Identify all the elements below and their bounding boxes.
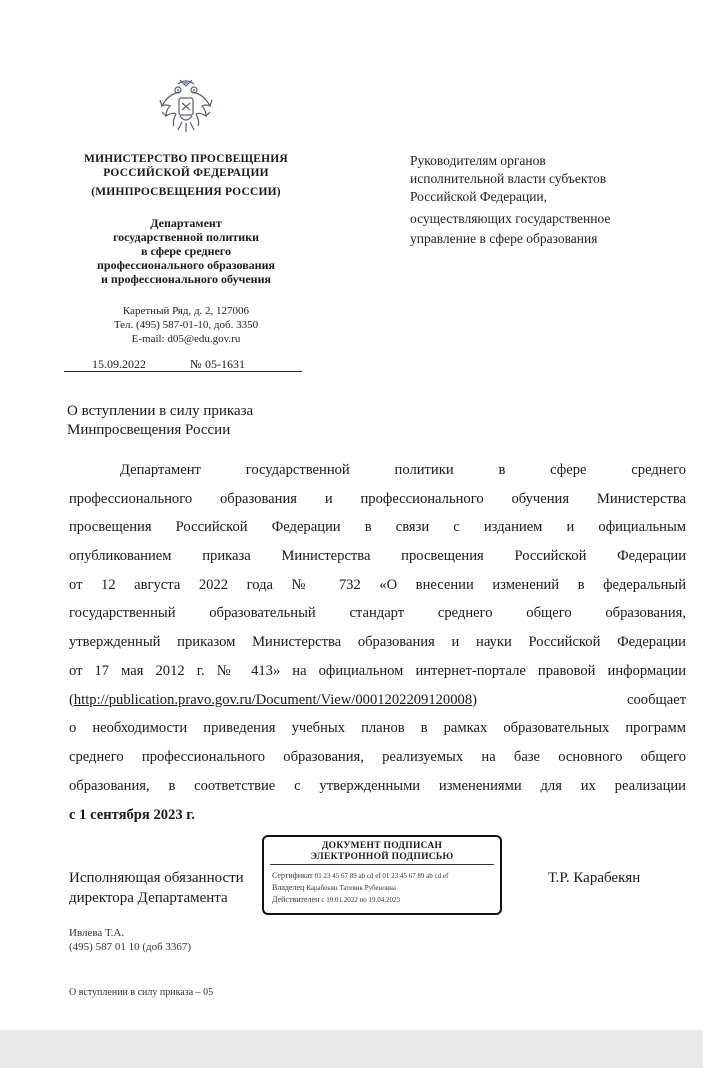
stamp-validity-row xyxy=(272,895,496,905)
document-date: 15.09.2022 xyxy=(92,357,146,371)
body-line: от 12 августа 2022 года № 732 «О внесении изменений в федеральный xyxy=(69,577,686,593)
department-line: и профессионального обучения xyxy=(101,272,271,286)
document-number-label: № xyxy=(190,357,202,371)
contact-address: Каретный Ряд, д. 2, 127006 xyxy=(122,305,250,317)
signer-name: Т.Р. Карабекян xyxy=(548,870,641,886)
contact-phone: Тел. (495) 587-01-10, доб. 3350 xyxy=(113,319,259,331)
stamp-validity-value: с 19.01.2022 по 19.04.2023 xyxy=(321,896,400,904)
date-underline xyxy=(64,371,302,372)
body-line: Департамент государственной политики в сфере среднего xyxy=(120,462,686,478)
department-line: профессионального образования xyxy=(96,258,276,272)
department-line: в сфере среднего xyxy=(141,244,231,258)
subject-line: Минпросвещения России xyxy=(67,422,231,438)
ministry-name-line-1: МИНИСТЕРСТВО ПРОСВЕЩЕНИЯ xyxy=(84,153,288,165)
stamp-divider xyxy=(270,864,494,865)
stamp-title-line-1: ДОКУМЕНТ ПОДПИСАН xyxy=(321,841,443,851)
subject-line: О вступлении в силу приказа xyxy=(67,403,254,419)
ministry-name-line-2: РОССИЙСКОЙ ФЕДЕРАЦИИ xyxy=(103,167,269,179)
stamp-certificate-row xyxy=(272,871,496,881)
stamp-validity-label: Действителен xyxy=(272,895,320,904)
addressee-line: осуществляющих государственное xyxy=(410,211,611,226)
body-line: просвещения Российской Федерации в связи с изданием и официальным xyxy=(69,519,686,535)
body-line: образования, в соответствие с утвержденными изменениями для их реализации xyxy=(69,778,686,794)
stamp-certificate-label: Сертификат xyxy=(272,871,313,880)
addressee-line: Руководителям органов xyxy=(410,153,546,168)
stamp-title-line-2: ЭЛЕКТРОННОЙ ПОДПИСЬЮ xyxy=(310,852,454,862)
body-line: государственный образовательный стандарт среднего общего образования, xyxy=(69,605,686,621)
executor-name: Ивлева Т.А. xyxy=(69,927,125,939)
body-final-date: с 1 сентября 2023 г. xyxy=(69,807,195,823)
body-line: среднего профессионального образования, реализуемых на базе основного общего xyxy=(69,749,686,765)
department-line: государственной политики xyxy=(112,230,260,244)
stamp-owner-value: Карабекян Татевик Рубеновна xyxy=(306,884,396,892)
body-line: о необходимости приведения учебных планов в рамках образовательных программ xyxy=(69,720,686,736)
body-word-soobshchaet: сообщает xyxy=(627,692,687,708)
document-number: 05-1631 xyxy=(205,357,245,371)
addressee-line: Российской Федерации, xyxy=(410,189,548,204)
link-close-paren: ) xyxy=(472,692,477,708)
publication-link[interactable]: http://publication.pravo.gov.ru/Document/View/0001202209120008 xyxy=(73,692,473,708)
stamp-owner-row xyxy=(272,883,496,893)
body-line: профессионального образования и профессионального обучения Министерства xyxy=(69,491,686,507)
addressee-line: управление в сфере образования xyxy=(410,231,598,246)
electronic-signature-stamp xyxy=(262,835,502,915)
stamp-certificate-value: 01 23 45 67 89 ab cd ef 01 23 45 67 89 ab cd ef xyxy=(314,872,449,880)
body-link-line xyxy=(69,690,686,710)
ministry-abbreviation: (МИНПРОСВЕЩЕНИЯ РОССИИ) xyxy=(91,186,281,198)
addressee-line: исполнительной власти субъектов xyxy=(410,171,607,186)
department-line: Департамент xyxy=(150,216,222,230)
signer-position-line-1: Исполняющая обязанности xyxy=(69,870,244,886)
signer-position-line-2: директора Департамента xyxy=(69,890,228,906)
contact-email: E-mail: d05@edu.gov.ru xyxy=(131,333,241,345)
stamp-owner-label: Владелец xyxy=(272,883,305,892)
executor-phone: (495) 587 01 10 (доб 3367) xyxy=(69,941,192,953)
body-line: опубликованием приказа Министерства просвещения Российской Федерации xyxy=(69,548,686,564)
page-footer: О вступлении в силу приказа – 05 xyxy=(69,987,214,998)
coat-of-arms-icon xyxy=(158,76,214,136)
body-line: от 17 мая 2012 г. № 413» на официальном интернет-портале правовой информации xyxy=(69,663,686,679)
body-line: утвержденный приказом Министерства образования и науки Российской Федерации xyxy=(69,634,686,650)
link-open-paren: ( xyxy=(69,692,74,708)
